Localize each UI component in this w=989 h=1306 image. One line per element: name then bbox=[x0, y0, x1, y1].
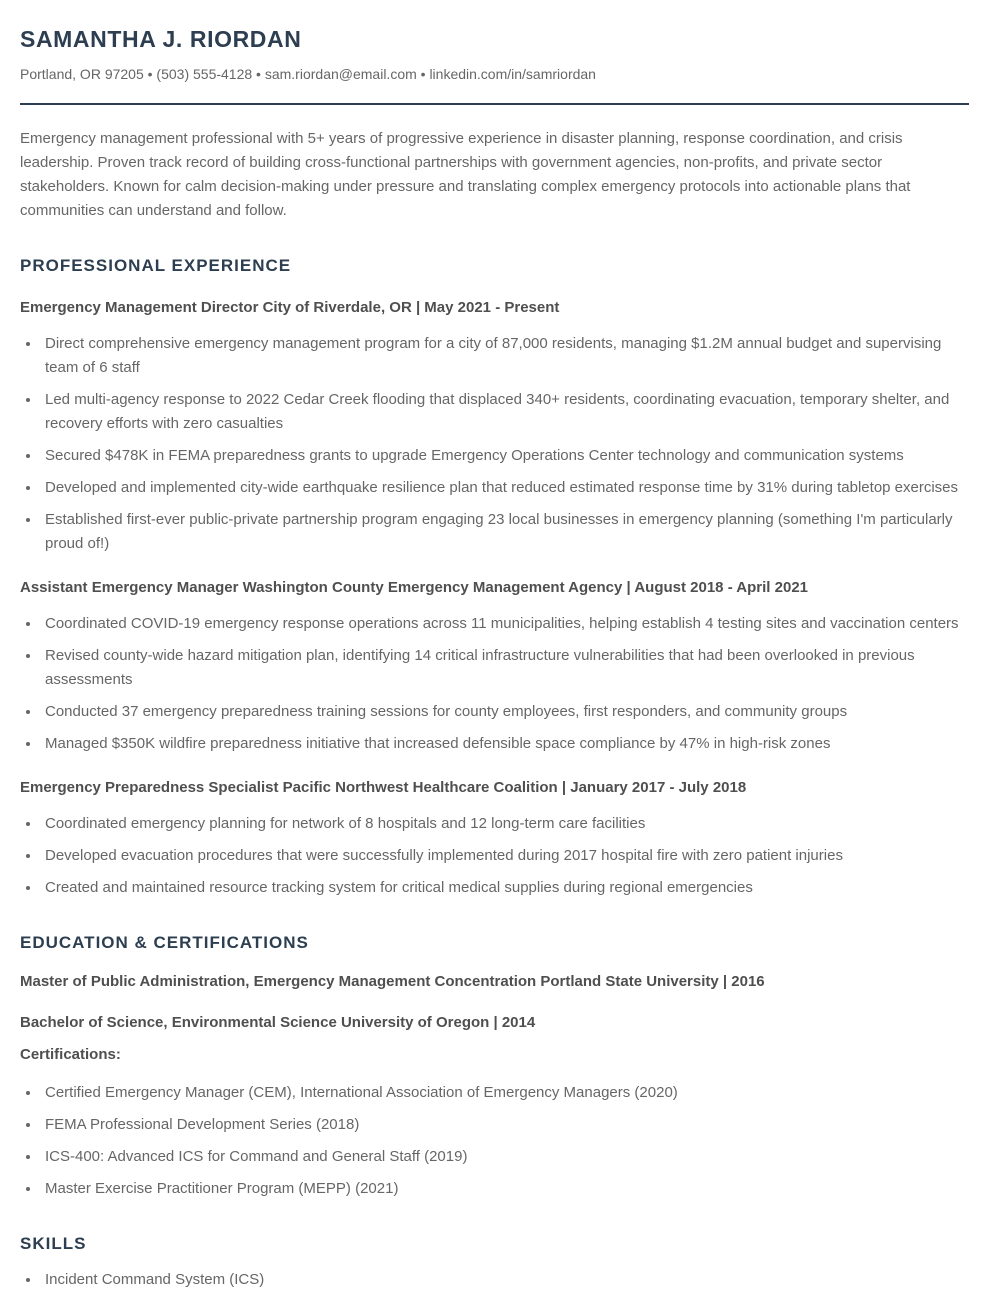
resume-header bbox=[20, 26, 969, 105]
job-heading: Emergency Preparedness Specialist Pacific Northwest Healthcare Coalition | January 2017 - July 2018 bbox=[20, 779, 747, 796]
section-title-experience: PROFESSIONAL EXPERIENCE bbox=[20, 256, 292, 275]
job-bullet: • Established first-ever public-private partnership program engaging 23 local businesses in emergency planning (something I'm particularly proud of!) bbox=[41, 508, 969, 556]
job-entry bbox=[20, 578, 969, 756]
certification-list bbox=[20, 1081, 969, 1201]
certification-item: • FEMA Professional Development Series (2018) bbox=[41, 1113, 969, 1137]
section-professional-experience bbox=[20, 256, 969, 900]
job-bullet-list bbox=[20, 812, 969, 900]
job-bullet-list bbox=[20, 332, 969, 556]
certification-item: • ICS-400: Advanced ICS for Command and General Staff (2019) bbox=[41, 1145, 969, 1169]
section-education-certifications bbox=[20, 933, 969, 1201]
job-entry bbox=[20, 778, 969, 900]
job-bullet: • Created and maintained resource tracking system for critical medical supplies during regional emergencies bbox=[41, 876, 969, 900]
job-bullet: • Developed evacuation procedures that were successfully implemented during 2017 hospital fire with zero patient injuries bbox=[41, 844, 969, 868]
summary-paragraph: Emergency management professional with 5+ years of progressive experience in disaster planning, response coordination, and crisis leadership. Proven track record of building cross-functional partnerships with government agencies, non-profits, and private sector stakeholders. Known for calm decision-making under pressure and translating complex emergency protocols into actionable plans that communities can understand and follow. bbox=[20, 130, 911, 219]
candidate-name: SAMANTHA J. RIORDAN bbox=[20, 26, 302, 52]
job-bullet-list bbox=[20, 612, 969, 756]
degree-line: Bachelor of Science, Environmental Science University of Oregon | 2014 bbox=[20, 1014, 536, 1031]
degree-line: Master of Public Administration, Emergency Management Concentration Portland State University | 2016 bbox=[20, 973, 765, 990]
job-bullet: • Coordinated emergency planning for network of 8 hospitals and 12 long-term care facilities bbox=[41, 812, 969, 836]
resume-page bbox=[0, 26, 989, 1292]
job-entry bbox=[20, 298, 969, 556]
job-bullet: • Direct comprehensive emergency management program for a city of 87,000 residents, managing $1.2M annual budget and supervising team of 6 staff bbox=[41, 332, 969, 380]
job-bullet: • Secured $478K in FEMA preparedness grants to upgrade Emergency Operations Center technology and communication systems bbox=[41, 444, 969, 468]
certifications-label: Certifications: bbox=[20, 1046, 121, 1063]
section-title-skills: SKILLS bbox=[20, 1234, 87, 1253]
job-bullet: • Developed and implemented city-wide earthquake resilience plan that reduced estimated response time by 31% during tabletop exercises bbox=[41, 476, 969, 500]
certification-item: • Certified Emergency Manager (CEM), International Association of Emergency Managers (2020) bbox=[41, 1081, 969, 1105]
section-title-education: EDUCATION & CERTIFICATIONS bbox=[20, 933, 309, 952]
job-heading: Emergency Management Director City of Riverdale, OR | May 2021 - Present bbox=[20, 299, 560, 316]
section-skills bbox=[20, 1234, 969, 1292]
header-divider bbox=[20, 103, 969, 105]
job-bullet: • Managed $350K wildfire preparedness initiative that increased defensible space compliance by 47% in high-risk zones bbox=[41, 732, 969, 756]
skills-list bbox=[20, 1268, 969, 1292]
job-bullet: • Led multi-agency response to 2022 Cedar Creek flooding that displaced 340+ residents, coordinating evacuation, temporary shelter, and recovery efforts with zero casualties bbox=[41, 388, 969, 436]
contact-line: Portland, OR 97205 • (503) 555-4128 • sam.riordan@email.com • linkedin.com/in/samriordan bbox=[20, 66, 596, 82]
skill-item: • Incident Command System (ICS) bbox=[41, 1268, 969, 1292]
job-bullet: • Conducted 37 emergency preparedness training sessions for county employees, first responders, and community groups bbox=[41, 700, 969, 724]
job-bullet: • Revised county-wide hazard mitigation plan, identifying 14 critical infrastructure vulnerabilities that had been overlooked in previous assessments bbox=[41, 644, 969, 692]
job-heading: Assistant Emergency Manager Washington County Emergency Management Agency | August 2018 - April 2021 bbox=[20, 579, 809, 596]
certification-item: • Master Exercise Practitioner Program (MEPP) (2021) bbox=[41, 1177, 969, 1201]
job-bullet: • Coordinated COVID-19 emergency response operations across 11 municipalities, helping establish 4 testing sites and vaccination centers bbox=[41, 612, 969, 636]
